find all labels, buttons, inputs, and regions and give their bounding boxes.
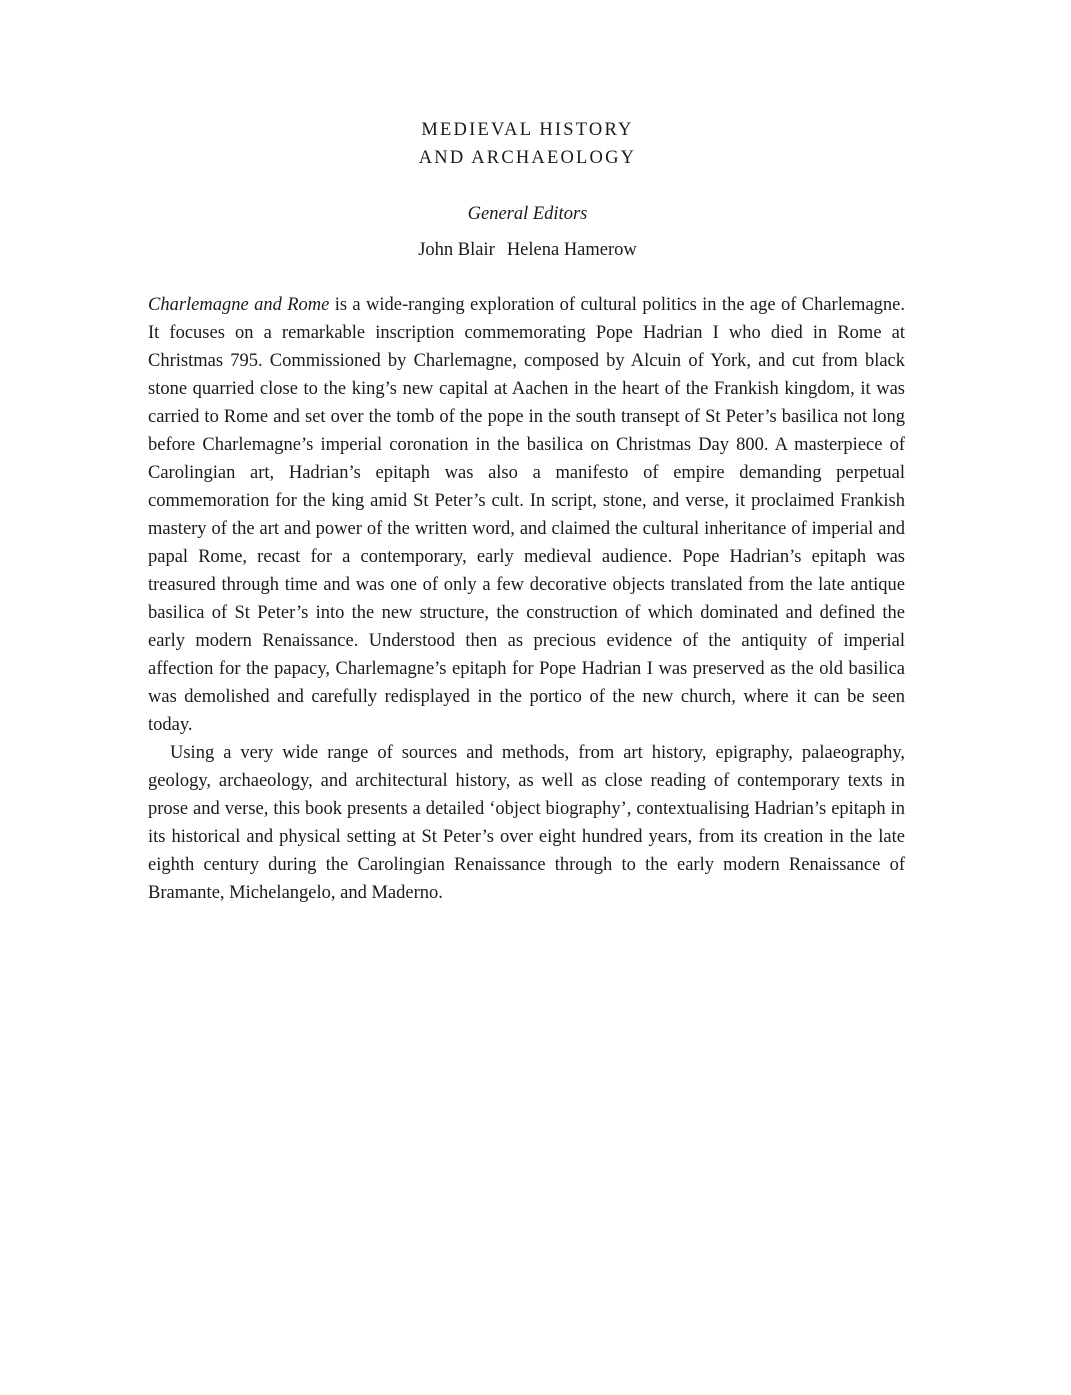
editor-name: John Blair [418, 240, 495, 260]
paragraph-1-text: is a wide-ranging exploration of cultural politics in the age of Charlemagne. It focuses on a remarkable inscription commemorating Pope Hadrian I who died in Rome at Christmas 795. Commissioned by Charlemagne, composed by Alcuin of York, and cut from black stone quarried close to the king’s new capital at Aachen in the heart of the Frankish kingdom, it was carried to Rome and set over the tomb of the pope in the south transept of St Peter’s basilica not long before Charlemagne’s imperial coronation in the basilica on Christmas Day 800. A masterpiece of Carolingian art, Hadrian’s epitaph was also a manifesto of empire demanding perpetual commemoration for the king amid St Peter’s cult. In script, stone, and verse, it proclaimed Frankish mastery of the art and power of the written word, and claimed the cultural inheritance of imperial and papal Rome, recast for a contemporary, early medieval audience. Pope Hadrian’s epitaph was treasured through time and was one of only a few decorative objects translated from the late antique basilica of St Peter’s into the new structure, the construction of which dominated and defined the early modern Renaissance. Understood then as precious evidence of the antiquity of imperial affection for the papacy, Charlemagne’s epitaph for Pope Hadrian I was preserved as the old basilica was demolished and carefully redisplayed in the portico of the new church, where it can be seen today. [148, 295, 905, 735]
editor-name: Helena Hamerow [506, 240, 637, 260]
series-title [0, 116, 1055, 172]
book-title: Charlemagne and Rome [148, 295, 330, 315]
series-title-line-2: AND ARCHAEOLOGY [418, 148, 637, 168]
description-paragraph-1 [148, 291, 905, 739]
general-editors-names [0, 236, 1055, 264]
general-editors-label: General Editors [467, 204, 588, 224]
book-description [148, 291, 905, 907]
description-paragraph-2: Using a very wide range of sources and methods, from art history, epigraphy, palaeography, geology, archaeology, and architectural history, as well as close reading of contemporary texts in prose and verse, this book presents a detailed ‘object biography’, contextualising Hadrian’s epitaph in its historical and physical setting at St Peter’s over eight hundred years, from its creation in the late eighth century during the Carolingian Renaissance through to the early modern Renaissance of Bramante, Michelangelo, and Maderno. [148, 743, 905, 903]
series-title-line-1: MEDIEVAL HISTORY [421, 120, 634, 140]
